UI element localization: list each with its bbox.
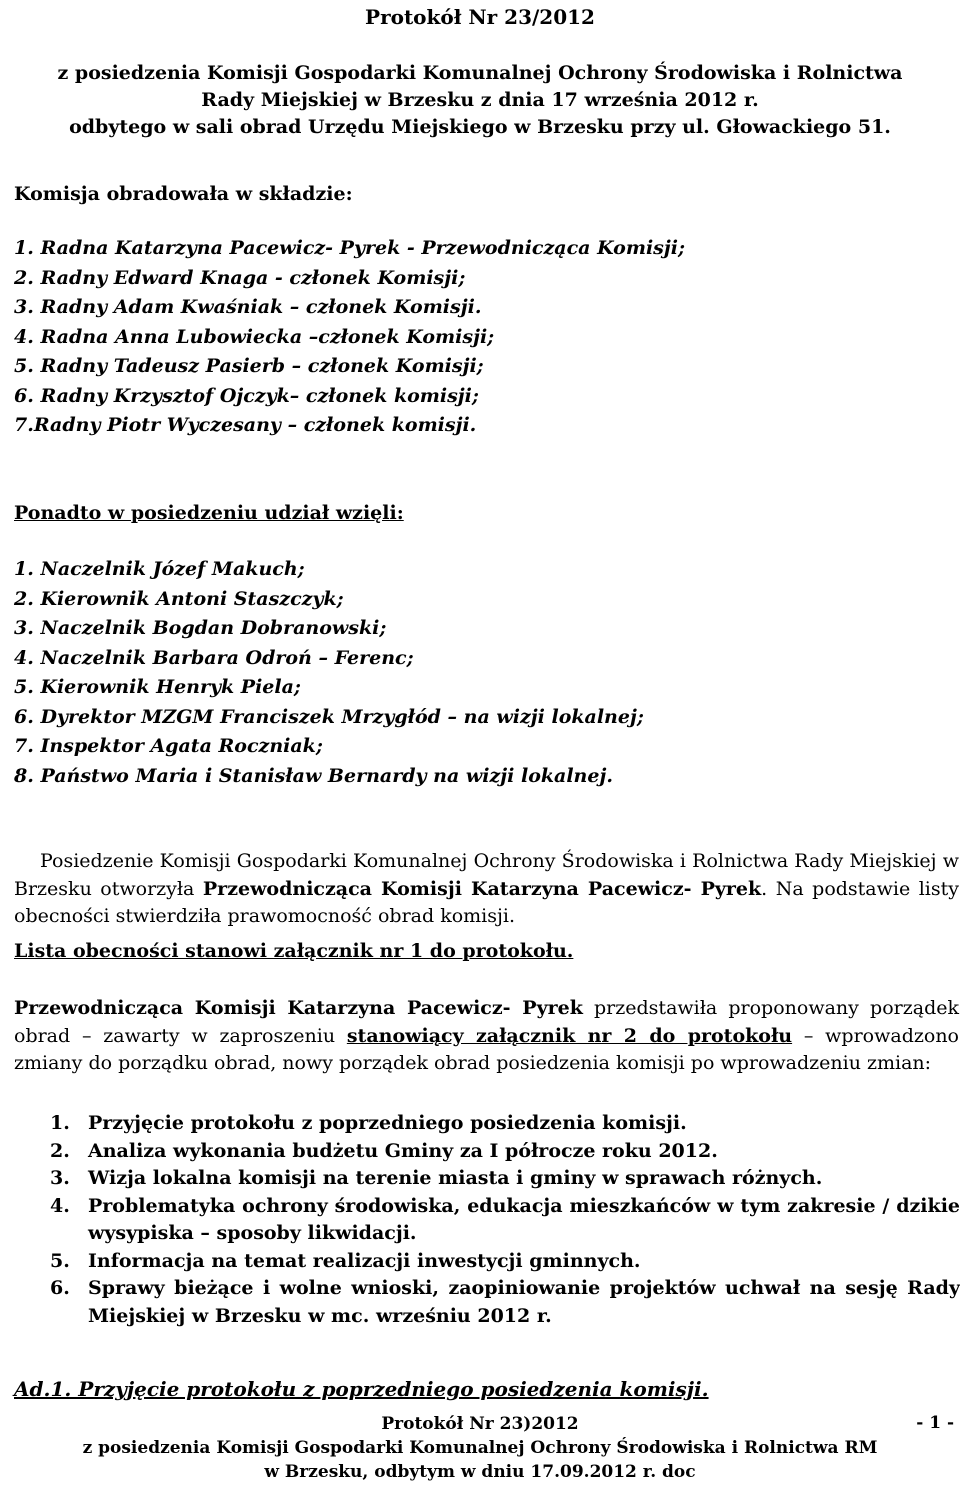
member-item: 2. Radny Edward Knaga - członek Komisji; — [14, 266, 466, 289]
member-item: 5. Radny Tadeusz Pasierb – członek Komisji; — [14, 355, 484, 377]
header-line-1: z posiedzenia Komisji Gospodarki Komunalnej Ochrony Środowiska i Rolnictwa — [57, 62, 903, 84]
members-heading: Komisja obradowała w składzie: — [14, 183, 353, 205]
footer-line-1: Protokół Nr 23)2012 — [381, 1414, 579, 1434]
ad1-heading: Ad.1. Przyjęcie protokołu z poprzedniego posiedzenia komisji. — [14, 1377, 709, 1401]
agenda-item: 2. Analiza wykonania budżetu Gminy za I półrocze roku 2012. — [50, 1139, 718, 1162]
agenda-item: 3. Wizja lokalna komisji na terenie miasta i gminy w sprawach różnych. — [50, 1167, 823, 1189]
member-item: 7.Radny Piotr Wyczesany – członek komisji. — [14, 414, 477, 436]
document-title: Protokół Nr 23/2012 — [365, 5, 595, 29]
page-number: - 1 - — [916, 1413, 954, 1433]
member-item: 4. Radna Anna Lubowiecka –członek Komisji; — [14, 325, 495, 348]
member-item: 1. Radna Katarzyna Pacewicz- Pyrek - Przewodnicząca Komisji; — [14, 237, 685, 259]
guest-item: 7. Inspektor Agata Roczniak; — [14, 735, 323, 757]
footer-line-3: w Brzesku, odbytym w dniu 17.09.2012 r. doc — [264, 1462, 696, 1482]
guest-item: 1. Naczelnik Józef Makuch; — [14, 558, 305, 580]
agenda-item: 5. Informacja na temat realizacji inwestycji gminnych. — [50, 1249, 641, 1272]
attendance-note: Lista obecności stanowi załącznik nr 1 do protokołu. — [14, 940, 574, 962]
para1-text-a: Posiedzenie Komisji Gospodarki Komunalnej Ochrony Środowiska i Rolnictwa Rady Miejskiej w Brzesku otworzyła — [14, 850, 959, 900]
member-item: 6. Radny Krzysztof Ojczyk– członek komisji; — [14, 384, 479, 407]
header-line-3: odbytego w sali obrad Urzędu Miejskiego w Brzesku przy ul. Głowackiego 51. — [69, 116, 891, 138]
guest-item: 8. Państwo Maria i Stanisław Bernardy na wizji lokalnej. — [14, 764, 613, 787]
guests-heading: Ponadto w posiedzeniu udział wzięli: — [14, 502, 404, 524]
guest-item: 2. Kierownik Antoni Staszczyk; — [14, 587, 344, 610]
guest-item: 4. Naczelnik Barbara Odroń – Ferenc; — [14, 646, 414, 669]
para2-text-b: – wprowadzono zmiany do porządku obrad, nowy porządek obrad posiedzenia komisji po wprowadzeniu zmian: — [14, 1024, 959, 1074]
guest-item: 3. Naczelnik Bogdan Dobranowski; — [14, 617, 387, 639]
agenda-list — [50, 1110, 960, 1330]
para1-text-b: . Na podstawie listy obecności stwierdziła prawomocność obrad komisji. — [14, 877, 959, 927]
para2-chair-name: Przewodnicząca Komisji Katarzyna Pacewicz- Pyrek — [14, 997, 583, 1019]
agenda-item: 1. Przyjęcie protokołu z poprzedniego posiedzenia komisji. — [50, 1112, 687, 1134]
footer-line-2: z posiedzenia Komisji Gospodarki Komunalnej Ochrony Środowiska i Rolnictwa RM — [82, 1438, 878, 1458]
guests-list — [14, 555, 644, 791]
para2-text-a: przedstawiła proponowany porządek obrad – zawarty w zaproszeniu — [14, 997, 959, 1047]
opening-paragraph — [14, 848, 959, 931]
agenda-item: 6. Sprawy bieżące i wolne wnioski, zaopiniowanie projektów uchwał na sesję Rady Miejskiej w Brzesku w mc. wrześniu 2012 r. — [50, 1277, 960, 1327]
header-line-2: Rady Miejskiej w Brzesku z dnia 17 września 2012 r. — [201, 89, 759, 111]
members-list — [14, 234, 685, 441]
agenda-item: 4. Problematyka ochrony środowiska, edukacja mieszkańców w tym zakresie / dzikie wysypiska – sposoby likwidacji. — [50, 1194, 960, 1244]
member-item: 3. Radny Adam Kwaśniak – członek Komisji. — [14, 296, 482, 318]
para2-attachment-note: stanowiący załącznik nr 2 do protokołu — [346, 1024, 793, 1047]
agenda-intro-paragraph — [14, 995, 959, 1078]
guest-item: 5. Kierownik Henryk Piela; — [14, 676, 301, 698]
guest-item: 6. Dyrektor MZGM Franciszek Mrzygłód – na wizji lokalnej; — [14, 705, 644, 728]
para1-chair-name: Przewodnicząca Komisji Katarzyna Pacewicz- Pyrek — [202, 877, 762, 900]
